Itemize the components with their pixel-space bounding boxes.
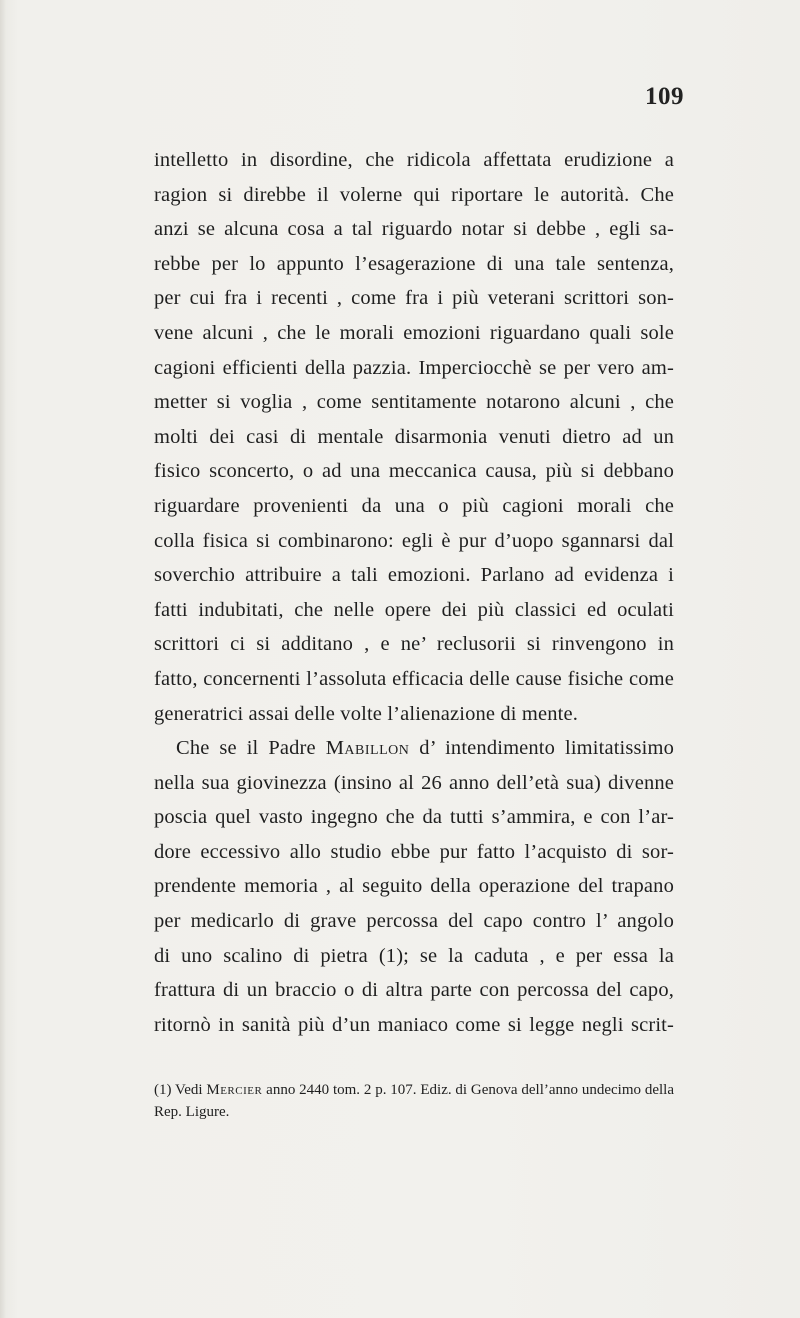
- page-number: 109: [645, 83, 684, 110]
- text-line: ritornò in sanità più d’un maniaco come si legge negli scrit-: [154, 1013, 674, 1036]
- body-text: [154, 143, 674, 1042]
- text-line: cagioni efficienti della pazzia. Imperciocchè se per vero am-: [154, 356, 674, 379]
- text-line: molti dei casi di mentale disarmonia venuti dietro ad un: [154, 425, 674, 448]
- text-line: dore eccessivo allo studio ebbe pur fatto l’acquisto di sor-: [154, 840, 674, 863]
- footnote-rest: anno 2440 tom. 2 p. 107. Ediz. di Genova dell’anno undecimo della: [266, 1082, 674, 1098]
- text-line: riguardare provenienti da una o più cagioni morali che: [154, 494, 674, 517]
- text-line: per medicarlo di grave percossa del capo contro l’ angolo: [154, 910, 674, 933]
- text-line: fatti indubitati, che nelle opere dei più classici ed oculati: [154, 598, 674, 621]
- text-line: soverchio attribuire a tali emozioni. Parlano ad evidenza i: [154, 564, 674, 587]
- footnote-author-mercier: Mercier: [206, 1082, 263, 1098]
- text-line: fatto, concernenti l’assoluta efficacia delle cause fisiche come: [154, 667, 674, 690]
- text-line: fisico sconcerto, o ad una meccanica causa, più si debbano: [154, 460, 674, 483]
- text-line: ragion si direbbe il volerne qui riportare le autorità. Che: [154, 183, 674, 206]
- text-line: poscia quel vasto ingegno che da tutti s’ammira, e con l’ar-: [154, 806, 674, 829]
- text-line: nella sua giovinezza (insino al 26 anno dell’età sua) divenne: [154, 771, 674, 794]
- text-line: rebbe per lo appunto l’esagerazione di una tale sentenza,: [154, 252, 674, 275]
- page-gutter-edge: [0, 0, 6, 1318]
- text-line: prendente memoria , al seguito della operazione del trapano: [154, 875, 674, 898]
- text-line: vene alcuni , che le morali emozioni riguardano quali sole: [154, 321, 674, 344]
- text-line: metter si voglia , come sentitamente notarono alcuni , che: [154, 391, 674, 414]
- footnote: [154, 1079, 674, 1123]
- footnote-prefix: (1) Vedi: [154, 1082, 203, 1098]
- text-line: di uno scalino di pietra (1); se la caduta , e per essa la: [154, 944, 674, 967]
- text-line: anzi se alcuna cosa a tal riguardo notar si debbe , egli sa-: [154, 218, 674, 241]
- paragraph-opening-start: Che se il Padre: [176, 737, 316, 760]
- paragraph-opening-rest: d’ intendimento limitatissimo: [419, 737, 674, 760]
- text-line: intelletto in disordine, che ridicola affettata erudizione a: [154, 149, 674, 171]
- text-line: colla fisica si combinarono: egli è pur d’uopo sgannarsi dal: [154, 529, 674, 552]
- text-line: scrittori ci si additano , e ne’ reclusorii si rinvengono in: [154, 633, 674, 656]
- text-line: per cui fra i recenti , come fra i più veterani scrittori son-: [154, 287, 674, 310]
- footnote-line: Rep. Ligure.: [154, 1104, 230, 1120]
- text-line: frattura di un braccio o di altra parte con percossa del capo,: [154, 979, 674, 1002]
- text-line: generatrici assai delle volte l’alienazione di mente.: [154, 702, 579, 725]
- author-name-mabillon: Mabillon: [325, 737, 410, 760]
- paragraph-opening-line: [154, 731, 674, 766]
- footnote-line: [154, 1079, 674, 1101]
